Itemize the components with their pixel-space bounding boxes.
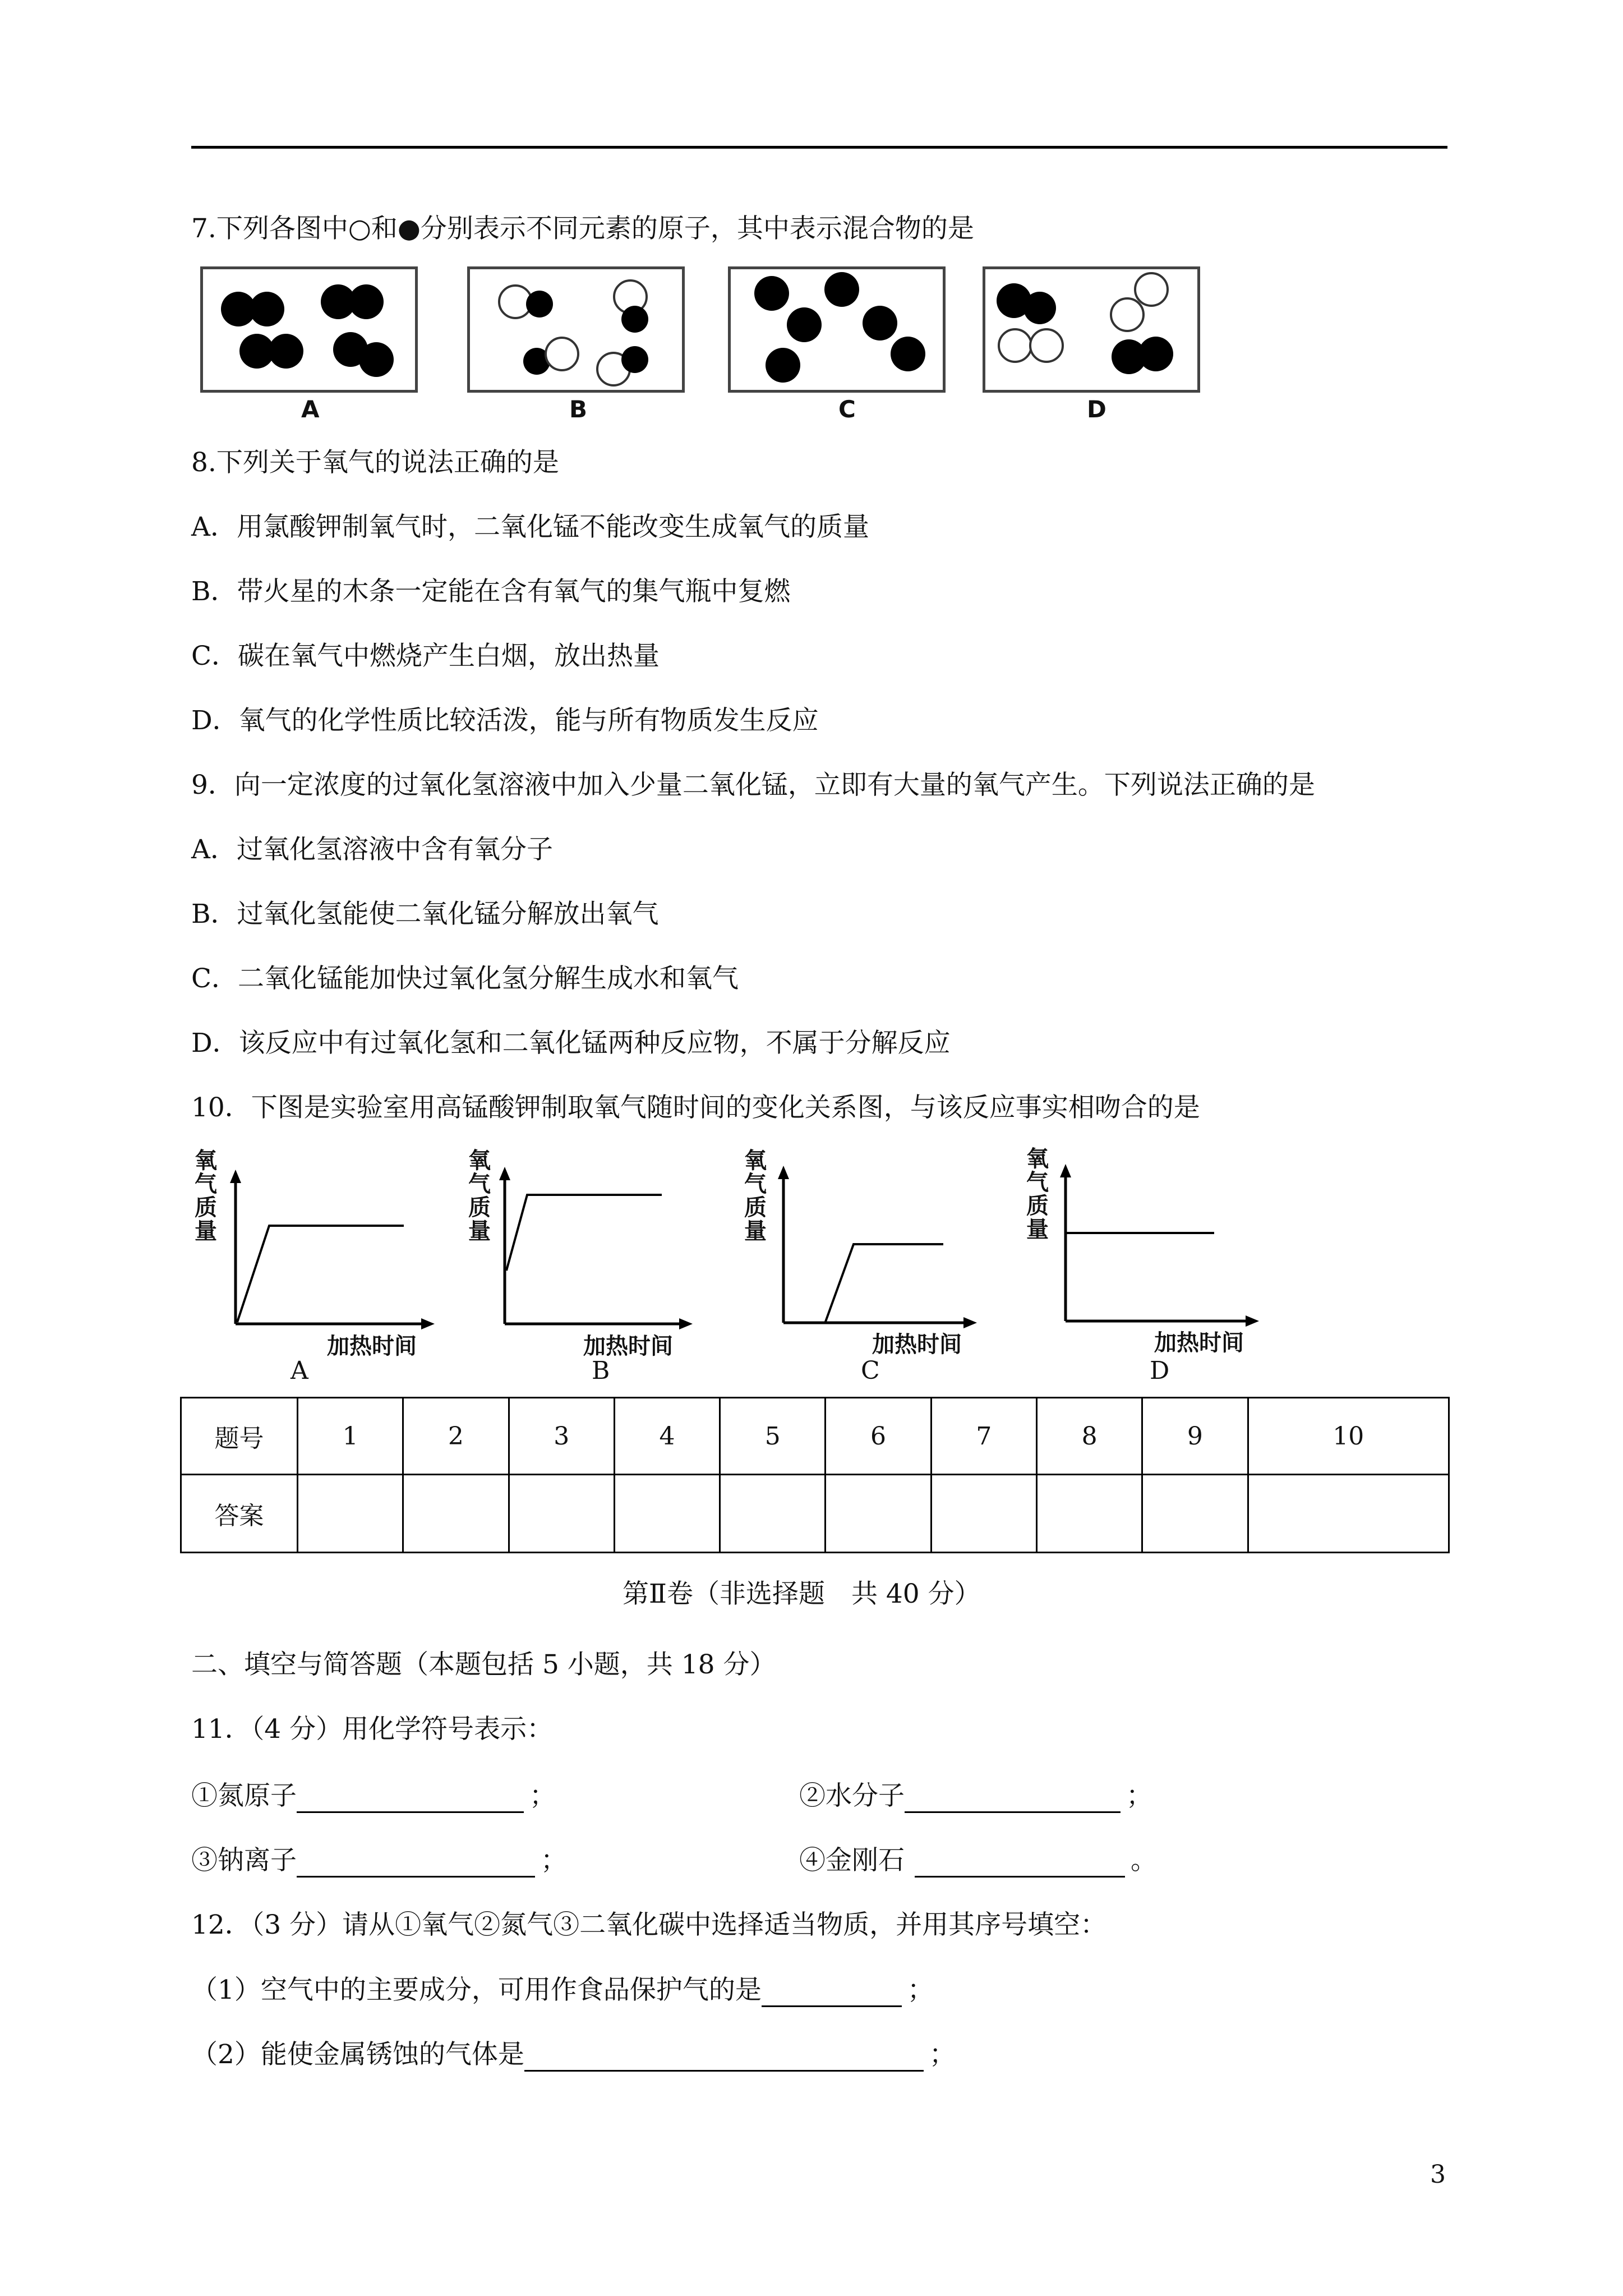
black-atom bbox=[1023, 292, 1056, 324]
q9-option-d: D．该反应中有过氧化氢和二氧化锰两种反应物，不属于分解反应 bbox=[191, 1028, 951, 1059]
table-cell-number: 6 bbox=[826, 1398, 931, 1475]
graph-b-plot bbox=[491, 1167, 693, 1332]
answer-cell[interactable] bbox=[826, 1475, 931, 1553]
black-atom bbox=[621, 306, 648, 333]
black-atom bbox=[359, 342, 394, 377]
graph-d-ylabel: 氧 气 质 量 bbox=[1026, 1146, 1049, 1243]
graph-d-xlabel: 加热时间 bbox=[1154, 1330, 1244, 1356]
q9-option-c: C．二氧化锰能加快过氧化氢分解生成水和氧气 bbox=[191, 963, 739, 994]
black-atom bbox=[1138, 337, 1173, 371]
black-atom bbox=[863, 306, 897, 341]
q7-text: 7.下列各图中○和●分别表示不同元素的原子，其中表示混合物的是 bbox=[191, 213, 974, 244]
table-cell-number: 8 bbox=[1036, 1398, 1142, 1475]
graph-a-xlabel: 加热时间 bbox=[327, 1333, 417, 1359]
graph-a-plot bbox=[222, 1170, 435, 1332]
q9-option-b: B．过氧化氢能使二氧化锰分解放出氧气 bbox=[191, 899, 659, 930]
answer-cell[interactable] bbox=[403, 1475, 509, 1553]
part2-heading: 二、填空与简答题（本题包括 5 小题，共 18 分） bbox=[191, 1649, 776, 1680]
graph-d-label: D bbox=[1150, 1356, 1170, 1385]
molecule-box-a bbox=[200, 266, 418, 393]
table-cell-number: 10 bbox=[1248, 1398, 1449, 1475]
molecule-box-c bbox=[728, 266, 946, 393]
q12-part-2: （2）能使金属锈蚀的气体是 ； bbox=[191, 2038, 956, 2072]
q11-item-1: ①氮原子 ； bbox=[191, 1779, 556, 1813]
q11-item-3: ③钠离子 ； bbox=[191, 1844, 567, 1878]
table-cell-number: 4 bbox=[614, 1398, 720, 1475]
answer-blank[interactable] bbox=[915, 1849, 1125, 1878]
q11-item-4: ④金刚石 。 bbox=[799, 1844, 1157, 1878]
answer-cell[interactable] bbox=[509, 1475, 614, 1553]
molecule-label-d: D bbox=[1087, 395, 1106, 423]
q8-text: 8.下列关于氧气的说法正确的是 bbox=[191, 447, 559, 478]
graph-d-plot bbox=[1052, 1164, 1259, 1329]
white-atom bbox=[545, 337, 579, 371]
graph-a-ylabel: 氧 气 质 量 bbox=[195, 1148, 217, 1244]
black-atom bbox=[349, 284, 384, 319]
q12-text: 12．（3 分）请从①氧气②氮气③二氧化碳中选择适当物质，并用其序号填空： bbox=[191, 1910, 1107, 1940]
page-number: 3 bbox=[1430, 2160, 1446, 2189]
q8-option-c: C．碳在氧气中燃烧产生白烟，放出热量 bbox=[191, 641, 660, 671]
q8-option-b: B．带火星的木条一定能在含有氧气的集气瓶中复燃 bbox=[191, 576, 791, 607]
q9-text: 9．向一定浓度的过氧化氢溶液中加入少量二氧化锰，立即有大量的氧气产生。下列说法正确的是 bbox=[191, 770, 1315, 800]
graph-c-xlabel: 加热时间 bbox=[872, 1332, 962, 1358]
table-row bbox=[181, 1398, 1449, 1475]
table-cell-number: 5 bbox=[720, 1398, 826, 1475]
answer-table bbox=[180, 1397, 1450, 1553]
answer-cell[interactable] bbox=[1036, 1475, 1142, 1553]
q12-part-1: （1）空气中的主要成分，可用作食品保护气的是 ； bbox=[191, 1973, 934, 2007]
table-cell-number: 2 bbox=[403, 1398, 509, 1475]
table-cell-number: 9 bbox=[1142, 1398, 1248, 1475]
black-atom bbox=[787, 307, 822, 342]
black-atom bbox=[621, 346, 648, 373]
white-atom bbox=[998, 328, 1032, 363]
black-atom bbox=[526, 291, 553, 318]
graph-c-plot bbox=[769, 1166, 977, 1331]
graph-c-label: C bbox=[861, 1356, 880, 1385]
table-row bbox=[181, 1475, 1449, 1553]
molecule-label-c: C bbox=[838, 395, 856, 423]
black-atom bbox=[766, 348, 800, 383]
answer-blank[interactable] bbox=[524, 2043, 924, 2072]
black-atom bbox=[250, 292, 284, 326]
section-title: 第Ⅱ卷（非选择题 共 40 分） bbox=[623, 1579, 981, 1609]
q11-item-2: ②水分子 ； bbox=[799, 1779, 1152, 1813]
white-atom bbox=[1029, 328, 1064, 363]
graph-a-label: A bbox=[291, 1356, 308, 1385]
graph-b-xlabel: 加热时间 bbox=[583, 1333, 673, 1359]
graph-c-ylabel: 氧 气 质 量 bbox=[744, 1148, 767, 1244]
answer-blank[interactable] bbox=[297, 1849, 535, 1878]
answer-cell[interactable] bbox=[931, 1475, 1036, 1553]
answer-cell[interactable] bbox=[720, 1475, 826, 1553]
black-atom bbox=[824, 272, 859, 307]
answer-cell[interactable] bbox=[614, 1475, 720, 1553]
table-cell-number: 1 bbox=[298, 1398, 403, 1475]
table-header-number: 题号 bbox=[181, 1398, 298, 1475]
answer-blank[interactable] bbox=[297, 1784, 524, 1813]
q8-option-a: A．用氯酸钾制氧气时，二氧化锰不能改变生成氧气的质量 bbox=[191, 512, 869, 542]
graph-b-label: B bbox=[592, 1356, 610, 1385]
q10-text: 10．下图是实验室用高锰酸钾制取氧气随时间的变化关系图，与该反应事实相吻合的是 bbox=[191, 1092, 1200, 1123]
black-atom bbox=[891, 337, 925, 371]
answer-blank[interactable] bbox=[762, 1978, 902, 2007]
q8-option-d: D．氧气的化学性质比较活泼，能与所有物质发生反应 bbox=[191, 705, 819, 736]
header-rule bbox=[191, 146, 1447, 149]
answer-cell[interactable] bbox=[298, 1475, 403, 1553]
table-cell-number: 3 bbox=[509, 1398, 614, 1475]
table-cell-number: 7 bbox=[931, 1398, 1036, 1475]
table-header-answer: 答案 bbox=[181, 1475, 298, 1553]
q9-option-a: A．过氧化氢溶液中含有氧分子 bbox=[191, 834, 553, 865]
q11-text: 11．（4 分）用化学符号表示： bbox=[191, 1714, 554, 1745]
molecule-box-d bbox=[983, 266, 1200, 393]
answer-cell[interactable] bbox=[1142, 1475, 1248, 1553]
black-atom bbox=[754, 276, 789, 311]
molecule-box-b bbox=[467, 266, 685, 393]
white-atom bbox=[1110, 297, 1145, 332]
answer-blank[interactable] bbox=[905, 1784, 1121, 1813]
molecule-label-a: A bbox=[301, 395, 320, 423]
answer-cell[interactable] bbox=[1248, 1475, 1449, 1553]
graph-b-ylabel: 氧 气 质 量 bbox=[468, 1148, 491, 1244]
black-atom bbox=[269, 334, 303, 369]
molecule-label-b: B bbox=[569, 395, 588, 423]
